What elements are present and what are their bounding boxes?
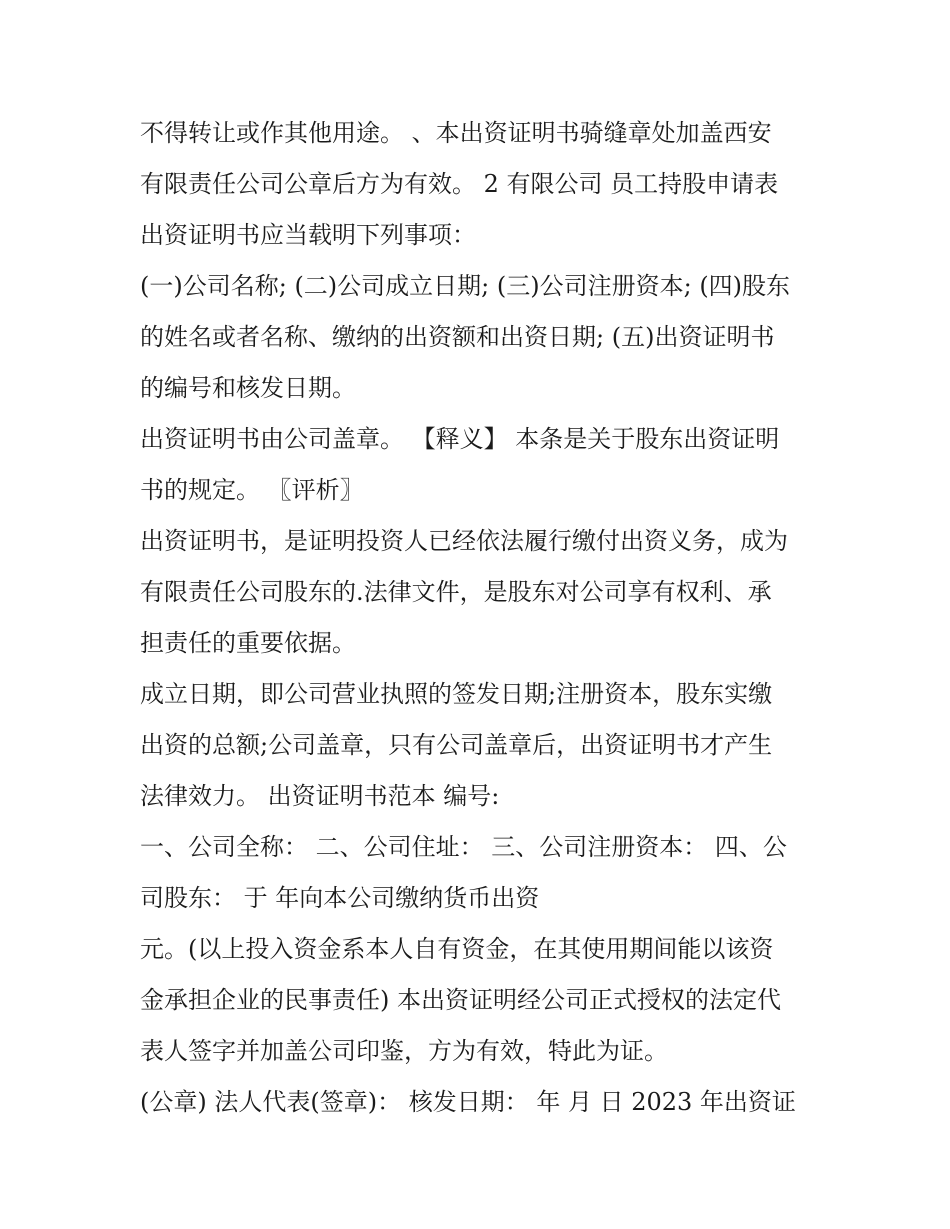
document-body — [140, 108, 830, 1128]
text-line: 表人签字并加盖公司印鉴，方为有效，特此为证。 — [140, 1037, 668, 1065]
text-line: 金承担企业的民事责任) 本出资证明经公司正式授权的法定代 — [140, 986, 781, 1014]
text-line: 出资的总额;公司盖章，只有公司盖章后，出资证明书才产生 — [140, 731, 773, 759]
text-line: 成立日期，即公司营业执照的签发日期;注册资本，股东实缴 — [140, 680, 773, 708]
text-line: 有限责任公司股东的.法律文件，是股东对公司享有权利、承 — [140, 578, 772, 606]
text-line: 元。(以上投入资金系本人自有资金，在其使用期间能以该资 — [140, 935, 774, 963]
text-line: 的姓名或者名称、缴纳的出资额和出资日期; (五)出资证明书 — [140, 323, 775, 351]
text-line: 法律效力。 出资证明书范本 编号: — [140, 782, 500, 810]
text-line: 出资证明书由公司盖章。 【释义】 本条是关于股东出资证明 — [140, 425, 780, 453]
text-line: 不得转让或作其他用途。 、本出资证明书骑缝章处加盖西安 — [140, 119, 772, 147]
text-line: 担责任的重要依据。 — [140, 629, 356, 657]
text-line: (公章) 法人代表(签章)： 核发日期： 年 月 日 2023 年出资证 — [140, 1088, 796, 1116]
text-line: 一、公司全称： 二、公司住址： 三、公司注册资本： 四、公 — [140, 833, 787, 861]
text-line: 司股东： 于 年向本公司缴纳货币出资 — [140, 884, 540, 912]
text-line: 的编号和核发日期。 — [140, 374, 356, 402]
text-line: 有限责任公司公章后方为有效。 2 有限公司 员工持股申请表 — [140, 170, 779, 198]
text-line: 书的规定。 〖评析〗 — [140, 476, 364, 504]
text-line: 出资证明书，是证明投资人已经依法履行缴付出资义务，成为 — [140, 527, 788, 555]
text-line: 出资证明书应当载明下列事项： — [140, 221, 476, 249]
text-line: (一)公司名称; (二)公司成立日期; (三)公司注册资本; (四)股东 — [140, 272, 791, 300]
